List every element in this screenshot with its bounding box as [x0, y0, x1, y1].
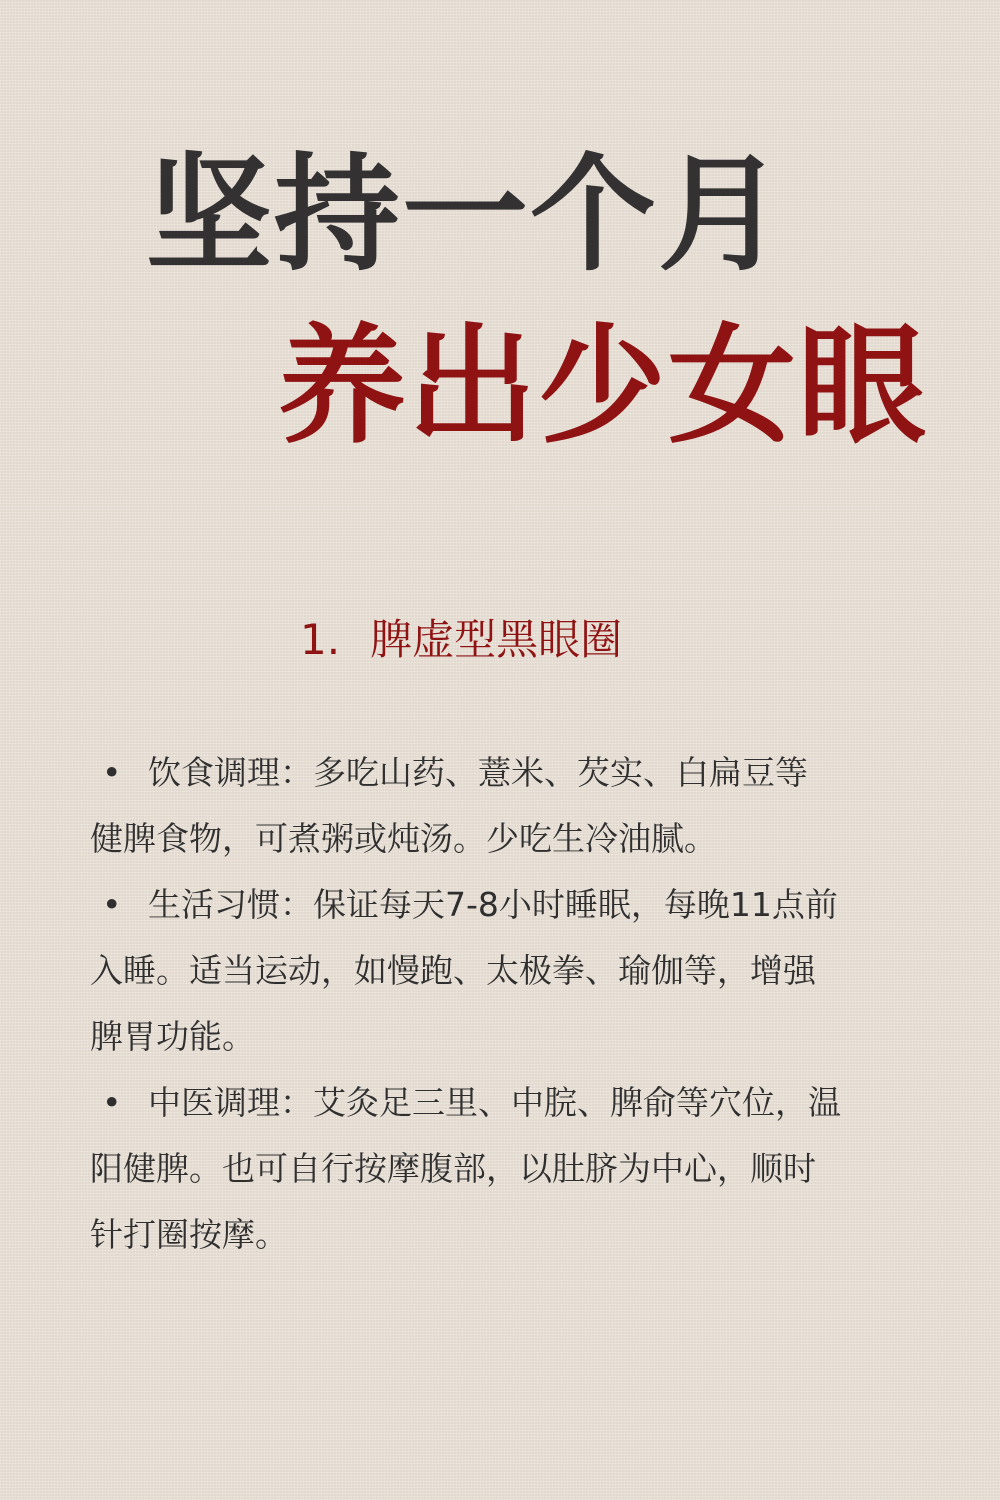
tip-line: 针打圈按摩。: [90, 1215, 288, 1254]
tip-text: 中医调理：艾灸足三里、中脘、脾俞等穴位，温: [148, 1083, 841, 1122]
headline-line-1: 坚持一个月: [146, 141, 786, 288]
tip-line: 脾胃功能。: [90, 1017, 255, 1056]
tip-item-tcm: [90, 1070, 950, 1268]
section-number: 1.: [300, 615, 341, 664]
tip-item-diet: [90, 740, 950, 872]
tips-list: [90, 740, 950, 1268]
bullet-icon: •: [102, 1083, 122, 1122]
tip-line: 入睡。适当运动，如慢跑、太极拳、瑜伽等，增强: [90, 951, 816, 990]
tip-line: [90, 740, 950, 806]
tip-line: [90, 872, 950, 938]
tip-text: 生活习惯：保证每天7-8小时睡眠，每晚11点前: [148, 885, 838, 924]
section-title-text: 脾虚型黑眼圈: [370, 615, 623, 664]
bullet-icon: •: [102, 753, 122, 792]
tip-line: [90, 1070, 950, 1136]
headline-line-2: 养出少女眼: [278, 312, 929, 461]
bullet-icon: •: [102, 885, 122, 924]
tip-line: 健脾食物，可煮粥或炖汤。少吃生冷油腻。: [90, 819, 717, 858]
tip-line: 阳健脾。也可自行按摩腹部，以肚脐为中心，顺时: [90, 1149, 816, 1188]
tip-item-lifestyle: [90, 872, 950, 1070]
section-title: [300, 612, 622, 668]
tip-text: 饮食调理：多吃山药、薏米、芡实、白扁豆等: [148, 753, 808, 792]
